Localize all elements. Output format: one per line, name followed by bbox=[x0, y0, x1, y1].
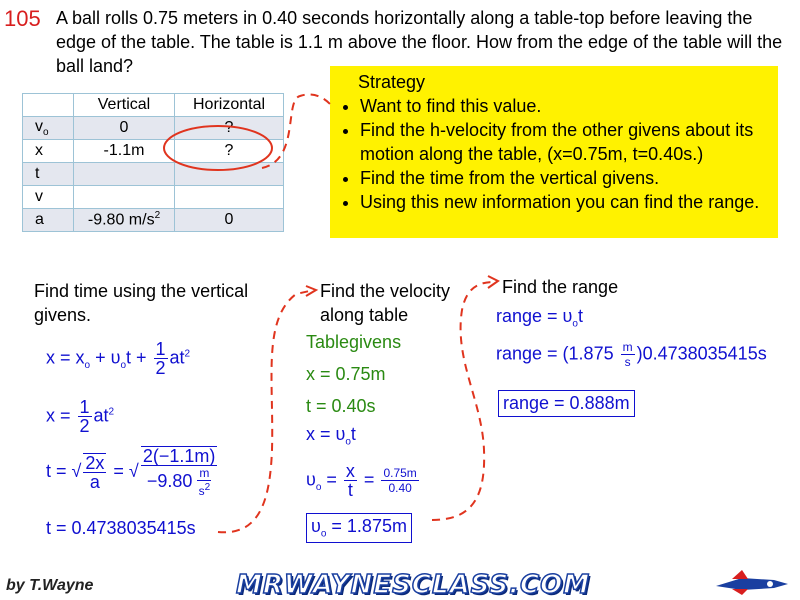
range-section-heading: Find the range bbox=[502, 277, 619, 297]
row-label-v: v bbox=[23, 186, 74, 209]
author-credit: by T.Wayne bbox=[6, 577, 94, 594]
equation-range: range = $\upsilon_ot$ bbox=[496, 306, 583, 330]
strategy-bullet: • Find the h-velocity from the other givens about its motion along the table, (x=0.75m, t=0.40s.) bbox=[360, 118, 770, 166]
equation-kinematic: $x = x_o + \upsilon_ot$ + $\frac{1}{2}$ $at^2$ bbox=[46, 339, 191, 378]
time-result: t = 0.4738035415s bbox=[46, 518, 196, 538]
table-givens-label: Tablegivens bbox=[306, 332, 402, 352]
cell-x-horizontal: ? bbox=[175, 140, 284, 163]
cell-a-vertical: -9.80 $m/s^2$ bbox=[74, 209, 175, 232]
given-t: t = 0.40s bbox=[306, 396, 376, 416]
site-logo: MRWAYNESCLASS.COM bbox=[236, 570, 591, 600]
row-label-x: x bbox=[23, 140, 74, 163]
time-section-heading: Find time using the vertical givens. bbox=[34, 281, 249, 325]
given-x: x = 0.75m bbox=[306, 364, 386, 384]
row-label-t: t bbox=[23, 163, 74, 186]
strategy-bullet: • Want to find this value. bbox=[360, 94, 770, 118]
cell-vo-horizontal: ? bbox=[175, 117, 284, 140]
table-header-horizontal: Horizontal bbox=[175, 94, 284, 117]
range-result: range = 0.888m bbox=[498, 390, 635, 417]
table-header-vertical: Vertical bbox=[74, 94, 175, 117]
rocket-icon bbox=[712, 568, 792, 596]
strategy-title: Strategy bbox=[358, 72, 426, 92]
equation-range-substituted: range = (1.875 $\frac{m}{s}$ )0.4738035415s bbox=[496, 340, 767, 369]
cell-a-horizontal: 0 bbox=[175, 209, 284, 232]
strategy-link-arrow bbox=[262, 94, 330, 168]
row-label-vo: $v_o$ bbox=[23, 117, 74, 140]
equation-time-solve: t = √ $\frac{2x}{a}$ = √ 2(−1.1m) −9.80 $\frac{m}{s^2}$ bbox=[46, 446, 216, 498]
equation-x-vot: $x = \upsilon_ot$ bbox=[306, 424, 356, 448]
problem-statement: A ball rolls 0.75 meters in 0.40 seconds horizontally along a table-top before leaving the edge of the table. The table is 1.1 m above the floor. How from the edge of the table will the ball land? bbox=[56, 8, 783, 76]
problem-number: 105 bbox=[4, 6, 41, 31]
equation-simplified: x = $\frac{1}{2}$ $at^2$ bbox=[46, 397, 115, 436]
equation-vo-solve: $\upsilon_o$ = $\frac{x}{t}$ = $\frac{0.75m}{0.40}$ bbox=[306, 461, 417, 500]
highlight-circle bbox=[164, 126, 272, 170]
strategy-bullet: • Using this new information you can find the range. bbox=[360, 190, 770, 214]
velocity-result: $\upsilon_o = 1.875m$ bbox=[306, 513, 412, 543]
cell-vo-vertical: 0 bbox=[74, 117, 175, 140]
cell-x-vertical: -1.1m bbox=[74, 140, 175, 163]
row-label-a: a bbox=[23, 209, 74, 232]
strategy-bullet: • Find the time from the vertical givens. bbox=[360, 166, 770, 190]
velocity-section-heading: Find the velocity along table bbox=[320, 281, 451, 325]
